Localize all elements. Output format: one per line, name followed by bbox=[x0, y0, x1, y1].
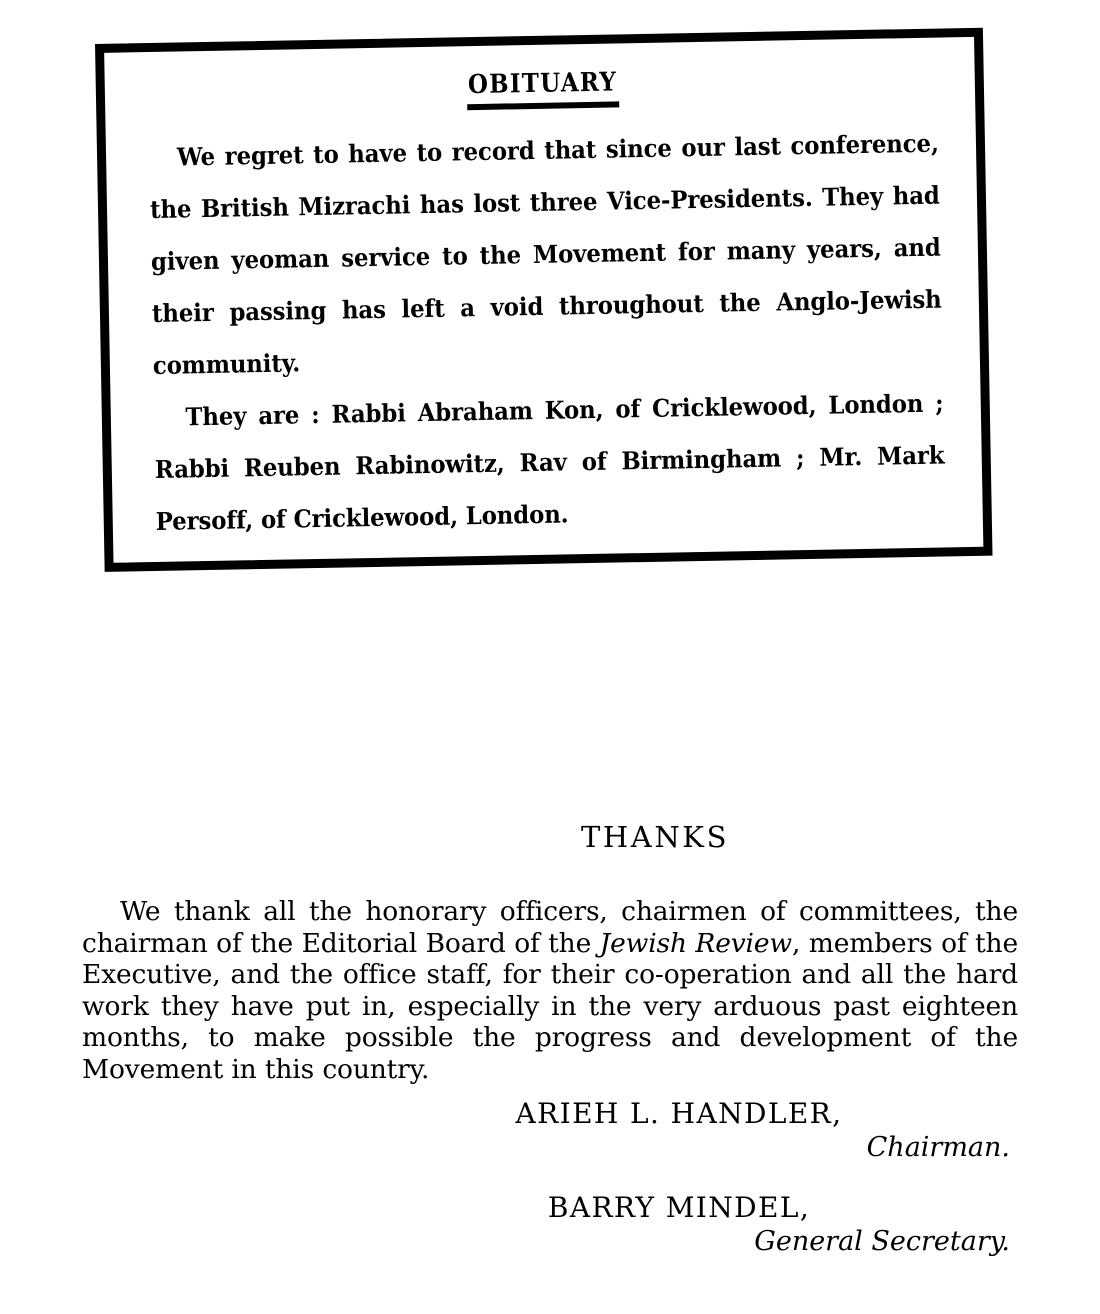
signature-name-chairman: ARIEH L. HANDLER, bbox=[515, 1097, 843, 1130]
jewish-review-title: Jewish Review bbox=[599, 927, 792, 959]
obituary-paragraph-1: We regret to have to record that since our last conference, the British Mizrachi has lost three Vice-Presidents. They had given yeoman service to the Movement for many years, and their passing has left a void throughout the Anglo-Jewish community. bbox=[149, 128, 942, 380]
thanks-section bbox=[82, 820, 1018, 1085]
obituary-content bbox=[95, 28, 993, 572]
signature-chairman bbox=[82, 1097, 1018, 1165]
thanks-body-part-1: We thank all the honorary officers, chairmen of committees, the chairman of the Editorial Board of the bbox=[82, 896, 1018, 959]
thanks-body-part-2: , members of the Executive, and the office staff, for their co-operation and all the hard work they have put in, especially in the very arduous past eighteen months, to make possible the progress and development of the Movement in this country. bbox=[82, 927, 1018, 1085]
obituary-notice-box bbox=[95, 28, 993, 572]
signature-title-general-secretary: General Secretary. bbox=[754, 1226, 1010, 1257]
obituary-paragraph-2: They are : Rabbi Abraham Kon, of Cricklewood, London ; Rabbi Reuben Rabinowitz, Rav of Birmingham ; Mr. Mark Persoff, of Cricklewood, London. bbox=[154, 388, 945, 536]
signature-name-general-secretary: BARRY MINDEL, bbox=[547, 1191, 811, 1224]
obituary-heading-rule bbox=[467, 101, 619, 110]
signature-title-chairman: Chairman. bbox=[866, 1132, 1010, 1163]
signature-block bbox=[82, 1097, 1018, 1285]
signature-general-secretary bbox=[82, 1191, 1018, 1259]
obituary-heading-block bbox=[148, 63, 939, 116]
thanks-heading: THANKS bbox=[580, 820, 730, 854]
thanks-body bbox=[82, 896, 1018, 1085]
obituary-heading: OBITUARY bbox=[467, 67, 618, 101]
obituary-body bbox=[149, 117, 946, 547]
